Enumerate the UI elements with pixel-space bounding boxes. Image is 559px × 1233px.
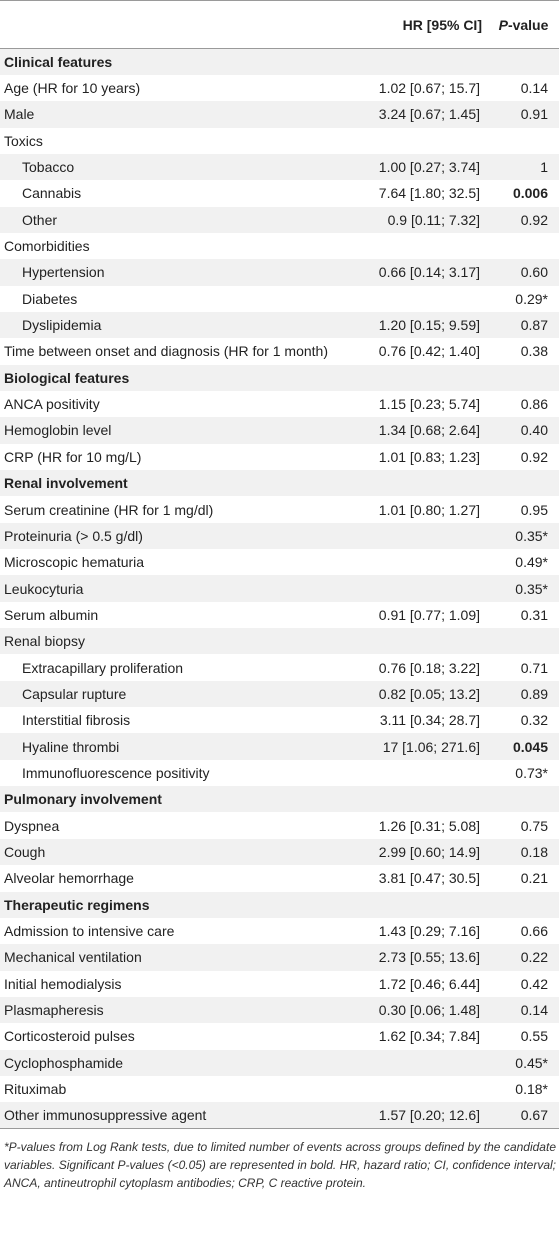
variable-cell: Leukocyturia: [4, 580, 84, 597]
hr-ci-cell: [360, 365, 488, 391]
table-row: [0, 654, 559, 680]
variable-cell: Renal involvement: [4, 475, 128, 492]
p-value-cell: 0.95: [520, 501, 548, 518]
hr-ci-cell: [360, 49, 488, 75]
section-header-row: [0, 470, 559, 496]
hr-ci-cell: 1.72 [0.46; 6.44]: [378, 975, 480, 992]
p-value-cell: [488, 365, 559, 391]
p-value-cell: [488, 49, 559, 75]
table-row: [0, 180, 559, 206]
section-header-row: [0, 365, 559, 391]
p-value-cell: 0.42: [520, 975, 548, 992]
variable-cell: Biological features: [4, 369, 130, 386]
hr-ci-cell: 1.15 [0.23; 5.74]: [378, 396, 480, 413]
variable-cell: Dyspnea: [4, 817, 60, 834]
variable-cell: Serum creatinine (HR for 1 mg/dl): [4, 501, 214, 518]
hr-ci-cell: [360, 628, 488, 654]
hr-ci-cell: 3.81 [0.47; 30.5]: [378, 870, 480, 887]
hr-ci-cell: [360, 286, 488, 312]
table-row: [0, 312, 559, 338]
p-value-cell: 0.29*: [515, 290, 548, 307]
table-row: [0, 233, 559, 259]
variable-cell: Toxics: [4, 132, 43, 149]
hr-ci-cell: [360, 128, 488, 154]
hr-ci-cell: 0.66 [0.14; 3.17]: [378, 264, 480, 281]
p-value-cell: 0.18*: [515, 1081, 548, 1098]
variable-cell: Mechanical ventilation: [4, 949, 142, 966]
variable-cell: Pulmonary involvement: [4, 791, 162, 808]
table-row: [0, 259, 559, 285]
variable-cell: Extracapillary proliferation: [22, 659, 184, 676]
hr-ci-cell: 2.99 [0.60; 14.9]: [378, 843, 480, 860]
table-row: [0, 733, 559, 759]
variable-cell: CRP (HR for 10 mg/L): [4, 448, 142, 465]
variable-cell: Cyclophosphamide: [4, 1054, 124, 1071]
hr-ci-cell: 1.26 [0.31; 5.08]: [378, 817, 480, 834]
hr-ci-cell: 0.76 [0.18; 3.22]: [378, 659, 480, 676]
table-row: [0, 523, 559, 549]
hr-ci-cell: [360, 233, 488, 259]
hr-ci-cell: [360, 470, 488, 496]
section-header-row: [0, 892, 559, 918]
hr-ci-cell: [360, 1050, 488, 1076]
hr-ci-cell: [360, 786, 488, 812]
table-header: [0, 1, 559, 49]
variable-cell: Interstitial fibrosis: [22, 712, 131, 729]
p-value-cell: 0.45*: [515, 1054, 548, 1071]
variable-cell: Cough: [4, 843, 46, 860]
hr-ci-cell: 0.9 [0.11; 7.32]: [387, 211, 480, 228]
p-value-cell: 0.14: [520, 1002, 548, 1019]
hr-ci-cell: [360, 523, 488, 549]
header-row: [0, 1, 559, 49]
p-value-cell: [488, 470, 559, 496]
hr-ci-cell: 7.64 [1.80; 32.5]: [378, 185, 480, 202]
p-value-cell: 0.75: [520, 817, 548, 834]
p-value-cell: [488, 233, 559, 259]
hr-ci-cell: 2.73 [0.55; 13.6]: [378, 949, 480, 966]
hr-ci-cell: [360, 760, 488, 786]
variable-cell: Age (HR for 10 years): [4, 80, 141, 97]
table-row: [0, 338, 559, 364]
hr-ci-cell: [360, 575, 488, 601]
table-row: [0, 128, 559, 154]
table-row: [0, 286, 559, 312]
variable-cell: Time between onset and diagnosis (HR for 1 month): [4, 343, 328, 360]
table-row: [0, 918, 559, 944]
table-row: [0, 1050, 559, 1076]
p-value-cell: 0.38: [520, 343, 548, 360]
table-row: [0, 75, 559, 101]
variable-cell: Capsular rupture: [22, 685, 127, 702]
header-hr-ci: HR [95% CI]: [360, 1, 488, 49]
variable-cell: Cannabis: [22, 185, 82, 202]
table-row: [0, 602, 559, 628]
table-row: [0, 812, 559, 838]
table-row: [0, 444, 559, 470]
p-value-cell: 0.21: [520, 870, 548, 887]
p-value-cell: [488, 128, 559, 154]
variable-cell: Hyaline thrombi: [22, 738, 120, 755]
p-value-cell: 0.32: [520, 712, 548, 729]
variable-cell: Other: [22, 211, 58, 228]
table-row: [0, 760, 559, 786]
hr-ci-cell: 1.01 [0.83; 1.23]: [378, 448, 480, 465]
variable-cell: Immunofluorescence positivity: [22, 764, 210, 781]
table-row: [0, 207, 559, 233]
hr-ci-cell: 3.24 [0.67; 1.45]: [378, 106, 480, 123]
table-footnote: *P-values from Log Rank tests, due to limited number of events across groups defined by the candidate variables. Significant P-values (<0.05) are represented in bold. HR, hazard ratio; CI, confidence interval; ANCA, antineutrophil cytoplasm antibodies; CRP, C reactive protein.: [4, 1140, 556, 1191]
hr-ci-cell: 1.00 [0.27; 3.74]: [378, 159, 480, 176]
p-value-cell: 0.55: [520, 1028, 548, 1045]
p-value-cell: 0.18: [520, 843, 548, 860]
table-row: [0, 839, 559, 865]
variable-cell: Corticosteroid pulses: [4, 1028, 135, 1045]
table-row: [0, 944, 559, 970]
hr-ci-cell: 0.76 [0.42; 1.40]: [378, 343, 480, 360]
header-variable: [0, 1, 360, 49]
p-value-cell: 0.86: [520, 396, 548, 413]
variable-cell: Alveolar hemorrhage: [4, 870, 134, 887]
hr-ci-cell: 0.82 [0.05; 13.2]: [378, 685, 480, 702]
table-row: [0, 549, 559, 575]
table-row: [0, 1076, 559, 1102]
hr-ci-cell: 1.57 [0.20; 12.6]: [378, 1107, 480, 1124]
header-p-suffix: -value: [507, 16, 549, 33]
p-value-cell: 0.91: [520, 106, 548, 123]
table-row: [0, 417, 559, 443]
variable-cell: Dyslipidemia: [22, 317, 102, 334]
variable-cell: Male: [4, 106, 35, 123]
p-value-cell: 1: [540, 159, 548, 176]
p-value-cell: 0.31: [520, 606, 548, 623]
variable-cell: Rituximab: [4, 1081, 67, 1098]
variable-cell: Other immunosuppressive agent: [4, 1107, 207, 1124]
p-value-cell: 0.006: [512, 185, 548, 202]
variable-cell: Initial hemodialysis: [4, 975, 122, 992]
p-value-cell: 0.045: [512, 738, 548, 755]
hr-ci-cell: 0.91 [0.77; 1.09]: [378, 606, 480, 623]
variable-cell: Therapeutic regimens: [4, 896, 150, 913]
hr-ci-cell: 3.11 [0.34; 28.7]: [379, 712, 480, 729]
table-row: [0, 628, 559, 654]
hr-ci-cell: [360, 549, 488, 575]
hr-ci-cell: 17 [1.06; 271.6]: [382, 738, 480, 755]
variable-cell: Comorbidities: [4, 238, 90, 255]
hr-ci-cell: 1.02 [0.67; 15.7]: [378, 80, 480, 97]
p-value-cell: 0.87: [520, 317, 548, 334]
p-value-cell: 0.73*: [515, 764, 548, 781]
p-value-cell: 0.49*: [515, 554, 548, 571]
variable-cell: Proteinuria (> 0.5 g/dl): [4, 527, 143, 544]
p-value-cell: 0.35*: [515, 527, 548, 544]
table-row: [0, 391, 559, 417]
p-value-cell: 0.67: [520, 1107, 548, 1124]
section-header-row: [0, 49, 559, 75]
variable-cell: Microscopic hematuria: [4, 554, 145, 571]
variable-cell: Hemoglobin level: [4, 422, 112, 439]
table-row: [0, 1023, 559, 1049]
variable-cell: ANCA positivity: [4, 396, 100, 413]
header-p-value: [488, 1, 559, 49]
variable-cell: Diabetes: [22, 290, 78, 307]
p-value-cell: 0.92: [520, 211, 548, 228]
p-value-cell: 0.92: [520, 448, 548, 465]
variable-cell: Hypertension: [22, 264, 105, 281]
table-row: [0, 865, 559, 891]
variable-cell: Tobacco: [22, 159, 75, 176]
table-body: [0, 49, 559, 1129]
variable-cell: Admission to intensive care: [4, 923, 175, 940]
table-row: [0, 997, 559, 1023]
p-value-cell: 0.71: [520, 659, 548, 676]
p-value-cell: 0.22: [520, 949, 548, 966]
variable-cell: Serum albumin: [4, 606, 99, 623]
p-value-cell: 0.89: [520, 685, 548, 702]
table-row: [0, 101, 559, 127]
variable-cell: Clinical features: [4, 53, 113, 70]
table-row: [0, 496, 559, 522]
variable-cell: Renal biopsy: [4, 633, 85, 650]
table-row: [0, 707, 559, 733]
p-value-cell: [488, 786, 559, 812]
table-row: [0, 575, 559, 601]
table-row: [0, 681, 559, 707]
p-value-cell: 0.35*: [515, 580, 548, 597]
hr-ci-cell: 0.30 [0.06; 1.48]: [378, 1002, 480, 1019]
table-row: [0, 971, 559, 997]
p-value-cell: 0.14: [520, 80, 548, 97]
hr-ci-cell: 1.43 [0.29; 7.16]: [378, 923, 480, 940]
table-row: [0, 154, 559, 180]
hr-ci-cell: [360, 1076, 488, 1102]
p-value-cell: 0.40: [520, 422, 548, 439]
hr-ci-cell: 1.20 [0.15; 9.59]: [378, 317, 480, 334]
table-row: [0, 1102, 559, 1128]
header-p-letter: P: [498, 16, 508, 33]
hr-ci-cell: 1.01 [0.80; 1.27]: [378, 501, 480, 518]
p-value-cell: [488, 628, 559, 654]
section-header-row: [0, 786, 559, 812]
hr-ci-cell: [360, 892, 488, 918]
variable-cell: Plasmapheresis: [4, 1002, 104, 1019]
hr-ci-cell: 1.62 [0.34; 7.84]: [378, 1028, 480, 1045]
hr-ci-cell: 1.34 [0.68; 2.64]: [378, 422, 480, 439]
p-value-cell: 0.66: [520, 923, 548, 940]
p-value-cell: 0.60: [520, 264, 548, 281]
p-value-cell: [488, 892, 559, 918]
